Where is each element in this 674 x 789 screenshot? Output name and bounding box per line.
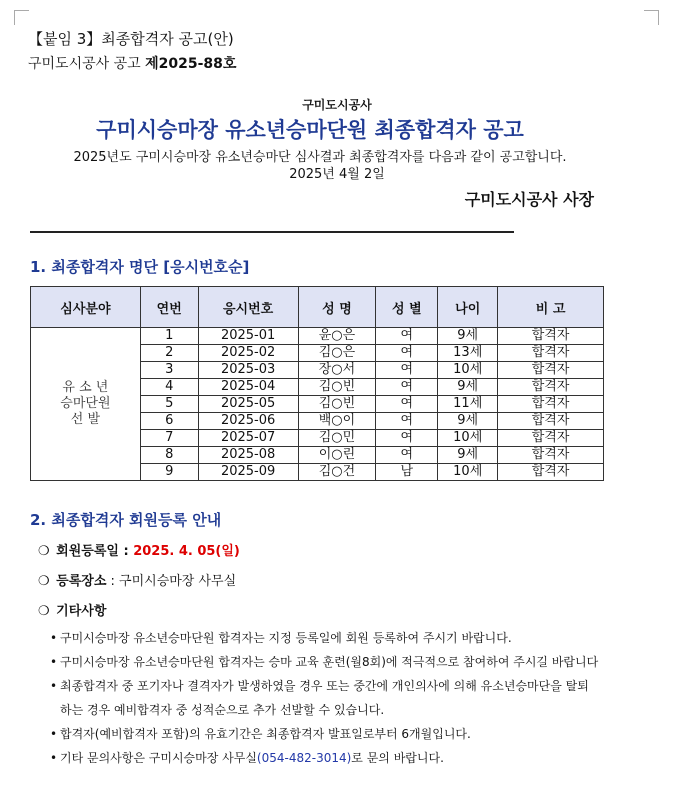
cell-note: 합격자 xyxy=(498,430,604,447)
signer: 구미도시공사 사장 xyxy=(464,190,594,209)
cell-exam: 2025-03 xyxy=(198,362,298,379)
cell-exam: 2025-05 xyxy=(198,396,298,413)
cell-name: 김○은 xyxy=(298,345,376,362)
cell-sex: 여 xyxy=(376,396,438,413)
cell-no: 8 xyxy=(140,447,198,464)
column-header: 응시번호 xyxy=(198,287,298,328)
column-header: 비 고 xyxy=(498,287,604,328)
section-heading-registration: 2. 최종합격자 회원등록 안내 xyxy=(30,511,222,529)
cell-name: 이○린 xyxy=(298,447,376,464)
cell-age: 9세 xyxy=(438,447,498,464)
list-item: • 구미시승마장 유소년승마단원 합격자는 승마 교육 훈련(월8회)에 적극적으로 참여하여 주시길 바랍니다 xyxy=(50,650,650,674)
column-header: 성 명 xyxy=(298,287,376,328)
cell-age: 10세 xyxy=(438,464,498,481)
cell-exam: 2025-07 xyxy=(198,430,298,447)
cell-note: 합격자 xyxy=(498,396,604,413)
cell-name: 백○이 xyxy=(298,413,376,430)
other-notes-label: ❍ 기타사항 xyxy=(38,604,107,619)
cell-sex: 여 xyxy=(376,362,438,379)
cell-no: 7 xyxy=(140,430,198,447)
cell-exam: 2025-04 xyxy=(198,379,298,396)
cell-note: 합격자 xyxy=(498,447,604,464)
cell-age: 9세 xyxy=(438,379,498,396)
cell-no: 1 xyxy=(140,328,198,345)
cell-name: 윤○은 xyxy=(298,328,376,345)
cell-note: 합격자 xyxy=(498,413,604,430)
column-header: 연번 xyxy=(140,287,198,328)
list-item: • 기타 문의사항은 구미시승마장 사무실(054-482-3014)로 문의 바랍니다. xyxy=(50,746,650,770)
cell-no: 2 xyxy=(140,345,198,362)
registration-date: ❍ 회원등록일 : 2025. 4. 05(일) xyxy=(38,544,240,559)
cell-age: 9세 xyxy=(438,413,498,430)
cell-age: 9세 xyxy=(438,328,498,345)
cell-sex: 여 xyxy=(376,447,438,464)
cell-name: 장○서 xyxy=(298,362,376,379)
cell-age: 10세 xyxy=(438,362,498,379)
cell-exam: 2025-02 xyxy=(198,345,298,362)
intro-text: 2025년도 구미시승마장 유소년승마단 심사결과 최종합격자를 다음과 같이 공고합니다. xyxy=(73,150,567,165)
column-header: 성 별 xyxy=(376,287,438,328)
cell-sex: 여 xyxy=(376,328,438,345)
cell-age: 11세 xyxy=(438,396,498,413)
circle-bullet-icon: ❍ xyxy=(38,574,50,589)
cell-name: 김○빈 xyxy=(298,379,376,396)
cell-name: 김○빈 xyxy=(298,396,376,413)
cell-age: 10세 xyxy=(438,430,498,447)
registration-date-value: 2025. 4. 05(일) xyxy=(133,544,240,559)
cell-exam: 2025-09 xyxy=(198,464,298,481)
cell-sex: 여 xyxy=(376,413,438,430)
divider xyxy=(30,231,514,233)
cell-age: 13세 xyxy=(438,345,498,362)
notice-date: 2025년 4월 2일 xyxy=(289,167,385,182)
cell-no: 6 xyxy=(140,413,198,430)
notes-list xyxy=(50,626,650,770)
circle-bullet-icon: ❍ xyxy=(38,544,50,559)
roster-table xyxy=(30,286,604,481)
list-item: • 최종합격자 중 포기자나 결격자가 발생하였을 경우 또는 중간에 개인의사에 의해 유소년승마단을 탈퇴 하는 경우 예비합격자 중 성적순으로 추가 선발할 수 있습니다. xyxy=(50,674,650,722)
list-item: • 합격자(예비합격자 포함)의 유효기간은 최종합격자 발표일로부터 6개월입니다. xyxy=(50,722,650,746)
cell-no: 9 xyxy=(140,464,198,481)
cell-sex: 여 xyxy=(376,379,438,396)
category-cell: 유 소 년 승마단원 선 발 xyxy=(31,328,141,481)
cell-sex: 여 xyxy=(376,430,438,447)
column-header: 나이 xyxy=(438,287,498,328)
cell-note: 합격자 xyxy=(498,362,604,379)
cell-no: 4 xyxy=(140,379,198,396)
list-item: • 구미시승마장 유소년승마단원 합격자는 지정 등록일에 회원 등록하여 주시기 바랍니다. xyxy=(50,626,650,650)
cell-no: 5 xyxy=(140,396,198,413)
column-header: 심사분야 xyxy=(31,287,141,328)
phone-number: (054-482-3014) xyxy=(256,751,352,765)
circle-bullet-icon: ❍ xyxy=(38,604,50,619)
cell-name: 김○민 xyxy=(298,430,376,447)
registration-place: ❍ 등록장소 : 구미시승마장 사무실 xyxy=(38,574,237,589)
notice-number: 구미도시공사 공고 제2025-88호 xyxy=(28,56,237,72)
cell-note: 합격자 xyxy=(498,328,604,345)
cell-no: 3 xyxy=(140,362,198,379)
section-heading-roster: 1. 최종합격자 명단 [응시번호순] xyxy=(30,258,250,276)
cell-name: 김○건 xyxy=(298,464,376,481)
cell-note: 합격자 xyxy=(498,345,604,362)
cell-exam: 2025-01 xyxy=(198,328,298,345)
cell-sex: 남 xyxy=(376,464,438,481)
page-corner-mark xyxy=(14,10,29,25)
page-title: 구미시승마장 유소년승마단원 최종합격자 공고 xyxy=(96,118,524,142)
cell-note: 합격자 xyxy=(498,379,604,396)
org-name: 구미도시공사 xyxy=(302,98,372,112)
cell-sex: 여 xyxy=(376,345,438,362)
table-row xyxy=(31,328,604,345)
cell-note: 합격자 xyxy=(498,464,604,481)
page-corner-mark xyxy=(644,10,659,25)
cell-exam: 2025-08 xyxy=(198,447,298,464)
attachment-label: 【붙임 3】최종합격자 공고(안) xyxy=(28,30,234,48)
cell-exam: 2025-06 xyxy=(198,413,298,430)
table-header-row xyxy=(31,287,604,328)
